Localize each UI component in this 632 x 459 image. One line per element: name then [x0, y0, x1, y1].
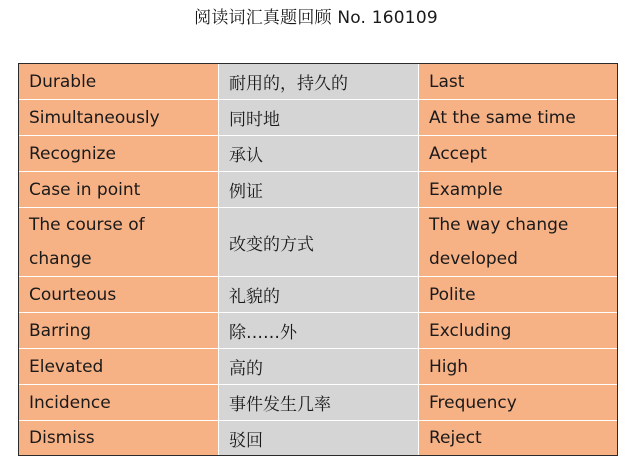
meaning-cell: 除……外 [219, 313, 419, 348]
word-cell: Elevated [19, 349, 219, 384]
meaning-cell: 礼貌的 [219, 277, 419, 312]
meaning-cell: 承认 [219, 136, 419, 171]
table-row [19, 421, 617, 455]
table-row [19, 277, 617, 313]
word-cell: Simultaneously [19, 100, 219, 135]
word-cell: The course of change [19, 208, 219, 276]
synonym-cell: Polite [419, 277, 617, 312]
synonym-cell: High [419, 349, 617, 384]
table-row [19, 208, 617, 277]
table-row [19, 136, 617, 172]
word-cell: Recognize [19, 136, 219, 171]
word-cell: Case in point [19, 172, 219, 207]
page-title: 阅读词汇真题回顾 No. 160109 [194, 7, 438, 28]
table-row [19, 349, 617, 385]
table-row [19, 64, 617, 100]
synonym-cell: Last [419, 64, 617, 99]
word-cell: Incidence [19, 385, 219, 420]
synonym-cell: Accept [419, 136, 617, 171]
synonym-cell: Example [419, 172, 617, 207]
table-row [19, 172, 617, 208]
word-cell: Courteous [19, 277, 219, 312]
meaning-cell: 例证 [219, 172, 419, 207]
synonym-cell: Reject [419, 421, 617, 455]
vocabulary-table [18, 63, 618, 456]
synonym-cell: At the same time [419, 100, 617, 135]
meaning-cell: 同时地 [219, 100, 419, 135]
meaning-cell: 事件发生几率 [219, 385, 419, 420]
table-row [19, 100, 617, 136]
meaning-cell: 耐用的，持久的 [219, 64, 419, 99]
meaning-cell: 驳回 [219, 421, 419, 455]
synonym-cell: Excluding [419, 313, 617, 348]
word-cell: Durable [19, 64, 219, 99]
synonym-cell: The way change developed [419, 208, 617, 276]
table-row [19, 385, 617, 421]
word-cell: Dismiss [19, 421, 219, 455]
meaning-cell: 高的 [219, 349, 419, 384]
meaning-cell: 改变的方式 [219, 208, 419, 276]
synonym-cell: Frequency [419, 385, 617, 420]
word-cell: Barring [19, 313, 219, 348]
table-row [19, 313, 617, 349]
